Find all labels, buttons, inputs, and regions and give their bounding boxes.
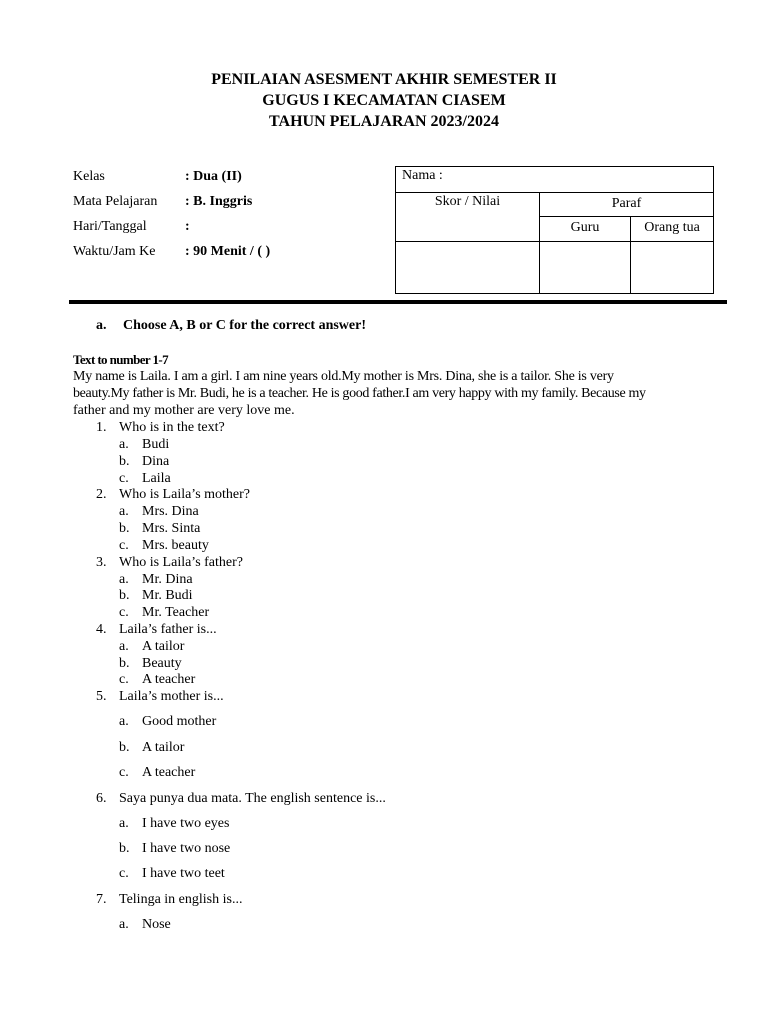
option-label: b. bbox=[119, 521, 130, 536]
question-text: Who is Laila’s mother? bbox=[119, 487, 251, 502]
question-6 bbox=[96, 790, 386, 807]
option-text: Mr. Budi bbox=[142, 588, 193, 603]
option-label: a. bbox=[119, 714, 129, 729]
question-7 bbox=[96, 891, 242, 908]
passage-line: father and my mother are very love me. bbox=[73, 403, 295, 418]
question-number: 3. bbox=[96, 555, 107, 570]
q4-option-c[interactable] bbox=[119, 671, 195, 688]
q6-option-a[interactable] bbox=[119, 815, 229, 832]
option-label: c. bbox=[119, 538, 129, 553]
option-label: b. bbox=[119, 841, 130, 856]
q1-option-a[interactable] bbox=[119, 436, 169, 453]
kelas-label: Kelas bbox=[73, 169, 105, 184]
q6-option-b[interactable] bbox=[119, 840, 230, 857]
q6-option-c[interactable] bbox=[119, 865, 225, 882]
option-text: Mrs. Dina bbox=[142, 504, 199, 519]
q3-option-a[interactable] bbox=[119, 571, 193, 588]
option-label: c. bbox=[119, 866, 129, 881]
option-text: Mrs. Sinta bbox=[142, 521, 201, 536]
waktu-value: : 90 Menit / ( ) bbox=[185, 244, 271, 259]
q4-option-b[interactable] bbox=[119, 655, 182, 672]
q2-option-c[interactable] bbox=[119, 537, 209, 554]
q3-option-c[interactable] bbox=[119, 604, 209, 621]
option-label: a. bbox=[119, 572, 129, 587]
waktu-label: Waktu/Jam Ke bbox=[73, 244, 156, 259]
q4-option-a[interactable] bbox=[119, 638, 184, 655]
question-number: 6. bbox=[96, 791, 107, 806]
option-label: a. bbox=[119, 917, 129, 932]
hari-value: : bbox=[185, 219, 190, 234]
question-number: 4. bbox=[96, 622, 107, 637]
option-text: I have two eyes bbox=[142, 816, 230, 831]
option-text: Mr. Teacher bbox=[142, 605, 210, 620]
q1-option-c[interactable] bbox=[119, 470, 171, 487]
question-text: Laila’s mother is... bbox=[119, 689, 224, 704]
question-number: 1. bbox=[96, 420, 107, 435]
instruction bbox=[96, 318, 366, 334]
passage-line: My name is Laila. I am a girl. I am nine years old.My mother is Mrs. Dina, she is a tailor. She is very bbox=[73, 369, 614, 384]
hari-label: Hari/Tanggal bbox=[73, 219, 147, 234]
option-text: I have two teet bbox=[142, 866, 225, 881]
paraf-header: Paraf bbox=[540, 193, 714, 217]
exam-title: PENILAIAN ASESMENT AKHIR SEMESTER II bbox=[211, 71, 557, 88]
option-label: c. bbox=[119, 605, 129, 620]
q7-option-a[interactable] bbox=[119, 916, 171, 933]
question-text: Who is in the text? bbox=[119, 420, 225, 435]
option-text: Beauty bbox=[142, 656, 182, 671]
option-text: I have two nose bbox=[142, 841, 231, 856]
q5-option-a[interactable] bbox=[119, 713, 216, 730]
option-text: Budi bbox=[142, 437, 170, 452]
orang-tua-header: Orang tua bbox=[631, 217, 714, 242]
question-3 bbox=[96, 554, 243, 571]
question-number: 2. bbox=[96, 487, 107, 502]
option-label: a. bbox=[119, 437, 129, 452]
passage-heading: Text to number 1-7 bbox=[73, 352, 169, 367]
question-number: 7. bbox=[96, 892, 107, 907]
instruction-text: Choose A, B or C for the correct answer! bbox=[123, 318, 367, 333]
option-label: a. bbox=[119, 816, 129, 831]
option-text: Mrs. beauty bbox=[142, 538, 209, 553]
skor-cell[interactable] bbox=[396, 242, 540, 294]
question-number: 5. bbox=[96, 689, 107, 704]
option-text: Laila bbox=[142, 471, 171, 486]
option-text: A tailor bbox=[142, 740, 185, 755]
q1-option-b[interactable] bbox=[119, 453, 169, 470]
option-text: Good mother bbox=[142, 714, 217, 729]
question-text: Saya punya dua mata. The english sentence is... bbox=[119, 791, 386, 806]
divider-rule bbox=[69, 300, 727, 304]
paraf-ortu-cell[interactable] bbox=[631, 242, 714, 294]
option-label: b. bbox=[119, 454, 130, 469]
option-label: c. bbox=[119, 672, 129, 687]
option-label: b. bbox=[119, 656, 130, 671]
question-text: Laila’s father is... bbox=[119, 622, 217, 637]
skor-nilai-header: Skor / Nilai bbox=[396, 193, 540, 242]
question-1 bbox=[96, 419, 225, 436]
option-text: Dina bbox=[142, 454, 170, 469]
option-text: Nose bbox=[142, 917, 171, 932]
q2-option-a[interactable] bbox=[119, 503, 199, 520]
option-label: a. bbox=[119, 639, 129, 654]
instruction-label: a. bbox=[96, 318, 107, 333]
question-text: Telinga in english is... bbox=[119, 892, 243, 907]
question-2 bbox=[96, 486, 250, 503]
option-text: A tailor bbox=[142, 639, 185, 654]
option-text: A teacher bbox=[142, 672, 196, 687]
mapel-label: Mata Pelajaran bbox=[73, 194, 158, 209]
mapel-value: : B. Inggris bbox=[185, 194, 253, 209]
exam-year: TAHUN PELAJARAN 2023/2024 bbox=[269, 113, 499, 130]
option-label: c. bbox=[119, 765, 129, 780]
kelas-value: : Dua (II) bbox=[185, 169, 242, 184]
nama-field[interactable]: Nama : bbox=[396, 167, 714, 193]
paraf-guru-cell[interactable] bbox=[540, 242, 631, 294]
option-label: b. bbox=[119, 588, 130, 603]
option-label: c. bbox=[119, 471, 129, 486]
q2-option-b[interactable] bbox=[119, 520, 200, 537]
score-box bbox=[395, 166, 714, 294]
option-text: A teacher bbox=[142, 765, 196, 780]
question-text: Who is Laila’s father? bbox=[119, 555, 244, 570]
q5-option-c[interactable] bbox=[119, 764, 195, 781]
q5-option-b[interactable] bbox=[119, 739, 184, 756]
exam-group: GUGUS I KECAMATAN CIASEM bbox=[262, 92, 506, 109]
guru-header: Guru bbox=[540, 217, 631, 242]
passage-line: beauty.My father is Mr. Budi, he is a teacher. He is good father.I am very happy with my family. Because my bbox=[73, 386, 646, 401]
question-4 bbox=[96, 621, 217, 638]
q3-option-b[interactable] bbox=[119, 587, 193, 604]
reading-passage bbox=[73, 368, 698, 419]
option-label: a. bbox=[119, 504, 129, 519]
question-5 bbox=[96, 688, 224, 705]
option-text: Mr. Dina bbox=[142, 572, 193, 587]
option-label: b. bbox=[119, 740, 130, 755]
